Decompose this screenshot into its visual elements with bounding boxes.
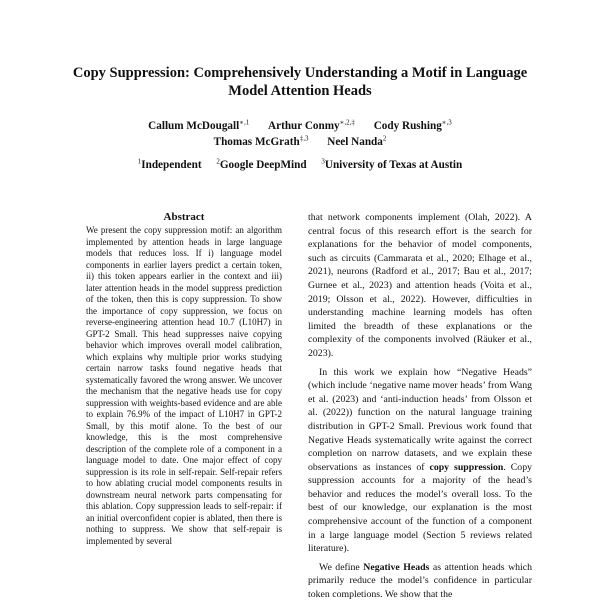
paragraph-text: We define (319, 561, 360, 573)
bold-term: Negative Heads (363, 561, 430, 573)
author-marks: ∗,2,‡ (339, 118, 355, 127)
affiliation-name: Independent (141, 159, 202, 171)
author-list (90, 118, 510, 150)
intro-column (308, 211, 532, 602)
abstract-section (86, 211, 282, 547)
paragraph-text: In this work we explain how “Negative Heads” (which include ‘negative name mover heads’ from Wang et al. (2023) and ‘anti-induction heads’ from Olsson et al. (2022)) function on the natural language training distribution in GPT-2 Small. Previous work found that Negative Heads systematically write against the correct completion on narrow datasets, and we explain these observations as instances of (308, 366, 532, 473)
author-2 (268, 120, 355, 132)
author-name: Thomas McGrath (213, 136, 300, 148)
affiliation-name: Google DeepMind (219, 159, 307, 171)
affiliation-2 (216, 159, 306, 171)
bold-term: copy suppression (429, 461, 504, 473)
author-name: Arthur Conmy (268, 120, 340, 132)
author-name: Callum McDougall (148, 120, 240, 132)
paragraph-text: as attention heads which primarily reduce the model’s confidence in particular token completions. We show that the (308, 561, 533, 601)
intro-paragraph-2 (308, 366, 532, 556)
intro-paragraph-3 (308, 561, 532, 602)
affiliation-1 (138, 159, 202, 171)
author-name: Neel Nanda (327, 136, 383, 148)
author-marks: ∗,3 (441, 118, 452, 127)
affiliation-mark: 1 (137, 157, 142, 166)
author-marks: ‡,3 (299, 134, 309, 143)
affiliation-3 (321, 159, 462, 171)
author-1 (148, 120, 249, 132)
author-5 (327, 136, 386, 148)
paragraph-text: . Copy suppression accounts for a majority of the head’s behavior and reduces the model’s overall loss. To the best of our knowledge, our explanation is the most comprehensive account of the function of a component in a large language model (Section 5 reviews related literature). (308, 461, 532, 555)
intro-paragraph-1: that network components implement (Olah, 2022). A central focus of this research effort is the search for explanations for the behavior of model components, such as circuits (Cammarata et al., 2020; Elhage et al., 2021), neurons (Radford et al., 2017; Bau et al., 2017; Gurnee et al., 2023) and attention heads (Voita et al., 2019; Olsson et al., 2022). However, difficulties in understanding machine learning models has often limited the breadth of these explanations or the complexity of the components involved (Räuker et al., 2023). (308, 212, 532, 359)
affiliation-name: University of Texas at Austin (324, 159, 463, 171)
affiliation-mark: 2 (216, 157, 220, 166)
paper-title: Copy Suppression: Comprehensively Understanding a Motif in Language Model Attention Heads (72, 65, 528, 99)
author-4 (214, 136, 309, 148)
author-name: Cody Rushing (373, 120, 442, 132)
abstract-body: We present the copy suppression motif: an algorithm implemented by attention heads in large language models that reduces loss. If i) language model components in earlier layers predict a certain token, ii) this token appears earlier in the context and iii) later attention heads in the model suppress prediction of the token, then this is copy suppression. To show the importance of copy suppression, we focus on reverse-engineering attention head 10.7 (L10H7) in GPT-2 Small. This head suppresses naive copying behavior which improves overall model calibration, which explains why multiple prior works studying certain narrow tasks found negative heads that systematically favored the wrong answer. We uncover the mechanism that the negative heads use for copy suppression with weights-based evidence and are able to explain 76.9% of the impact of L10H7 in GPT-2 Small, by this motif alone. To the best of our knowledge, this is the most comprehensive description of the complete role of a component in a language model to date. One major effect of copy suppression is its role in self-repair. Self-repair refers to how ablating crucial model components results in downstream neural network parts compensating for this ablation. Copy suppression leads to self-repair: if an initial overconfident copier is ablated, then there is nothing to suppress. We show that self-repair is implemented by several (86, 225, 282, 546)
affiliation-mark: 3 (321, 157, 325, 166)
abstract-heading: Abstract (163, 211, 205, 223)
affiliation-list (80, 159, 520, 171)
author-3 (374, 120, 452, 132)
author-marks: 2 (382, 134, 387, 143)
author-marks: ∗,1 (239, 118, 250, 127)
